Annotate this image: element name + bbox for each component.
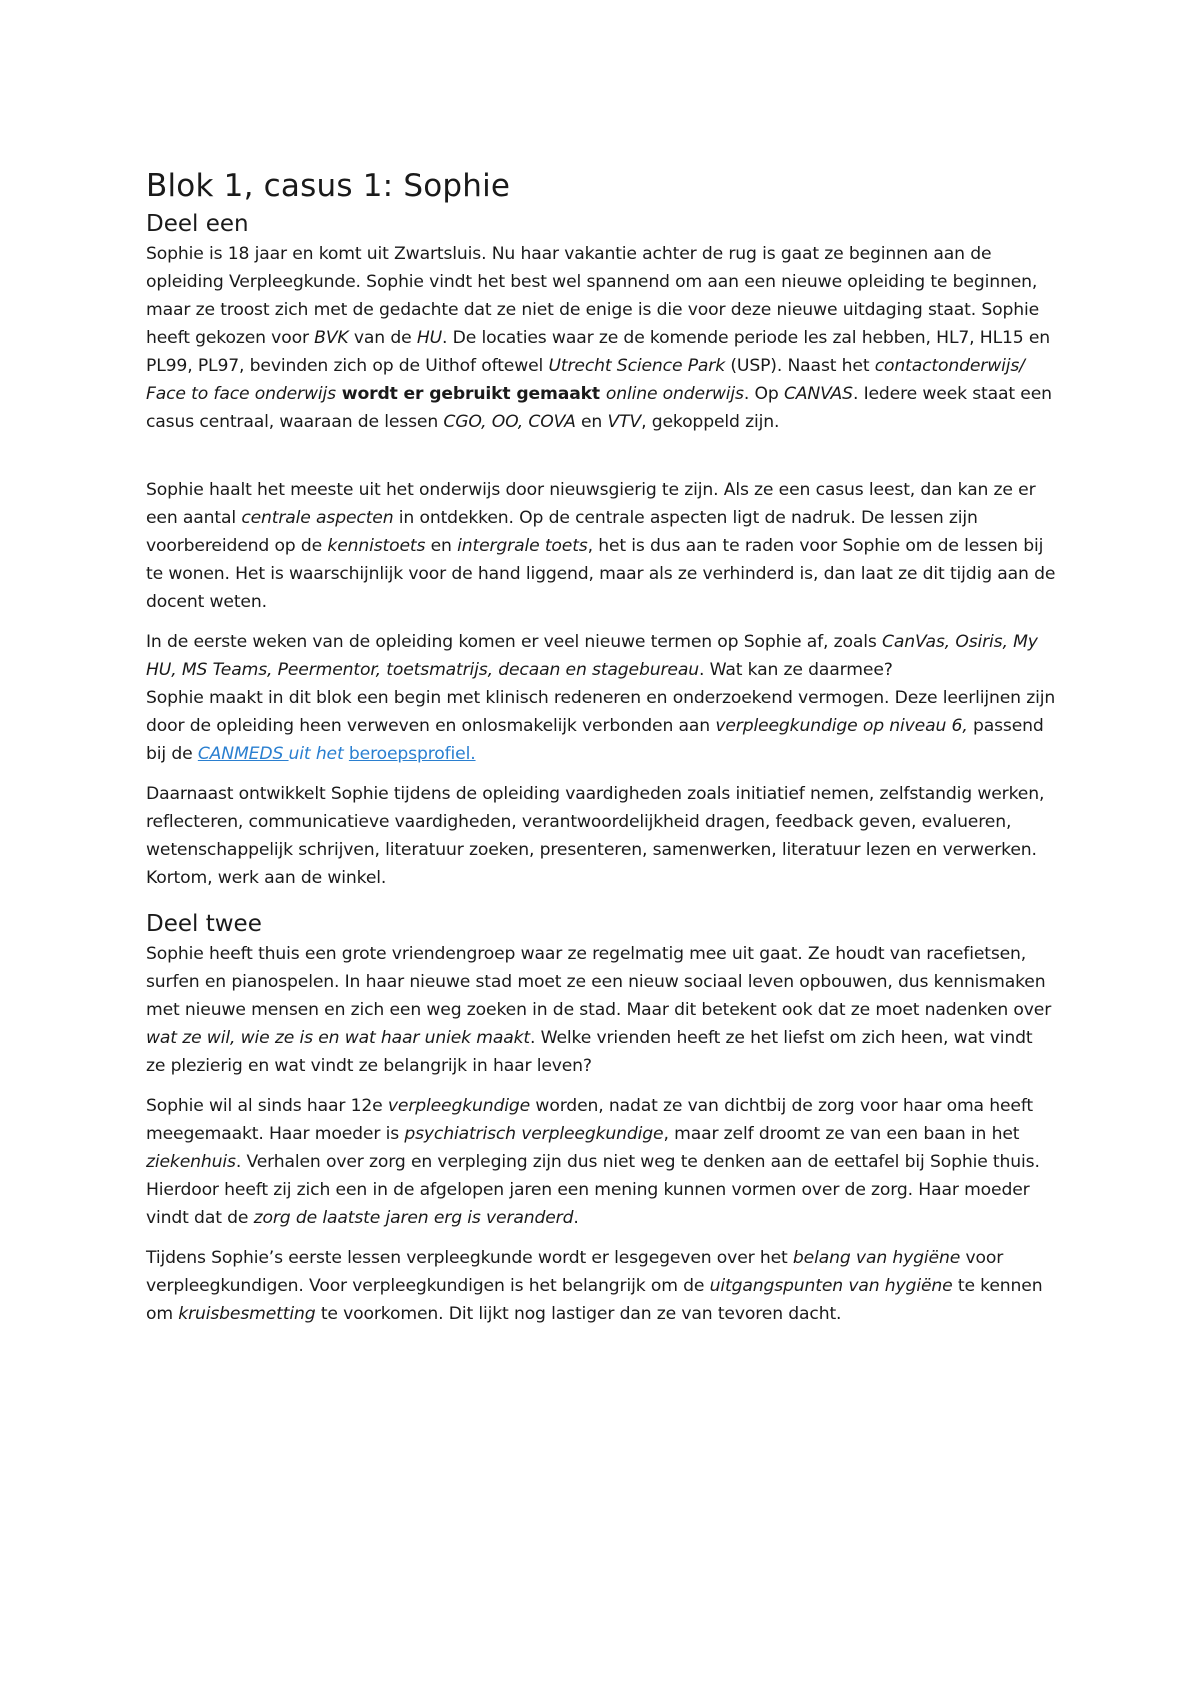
text-run: worden, nadat ze van dichtbij de zorg voor haar oma heeft meegemaakt. Haar moeder is [146,1096,1034,1144]
text-run: (USP). Naast het [725,356,875,376]
italic-text: contactonderwijs/ Face to face onderwijs [146,356,1025,404]
text-run: te voorkomen. Dit lijkt nog lastiger dan ze van tevoren dacht. [315,1304,842,1324]
text-run: in ontdekken. Op de centrale aspecten ligt de nadruk. De lessen zijn voorbereidend op de [146,508,978,556]
paragraph [146,1092,1056,1232]
text-run: Sophie wil al sinds haar 12e [146,1096,388,1116]
paragraph [146,1244,1056,1328]
text-run: , gekoppeld zijn. [641,412,780,432]
italic-text: belang van hygiëne [792,1248,961,1268]
italic-text: kennistoets [327,536,426,556]
text-run: en [575,412,608,432]
text-run: , het is dus aan te raden voor Sophie om de lessen bij te wonen. Het is waarschijnlijk voor de hand liggend, maar als ze verhinderd is, dan laat ze dit tijdig aan de docent weten. [146,536,1056,612]
text-run: . De locaties waar ze de komende periode les zal hebben, HL7, HL15 en PL99, PL97, bevinden zich op de Uithof oftewel [146,328,1051,376]
text-run: In de eerste weken van de opleiding komen er veel nieuwe termen op Sophie af, zoals [146,632,883,652]
italic-text: online onderwijs [605,384,744,404]
document-title: Blok 1, casus 1: Sophie [146,168,511,204]
italic-text: zorg de laatste jaren erg is veranderd [253,1208,574,1228]
italic-text: Utrecht Science Park [548,356,726,376]
paragraph [146,940,1056,1080]
text-run: voor verpleegkundigen. Voor verpleegkundigen is het belangrijk om de [146,1248,1004,1296]
italic-text: kruisbesmetting [178,1304,316,1324]
text-run: passend bij de [146,716,1044,764]
text-run: Sophie maakt in dit blok een begin met klinisch redeneren en onderzoekend vermogen. Deze leerlijnen zijn door de opleiding heen verweven en onlosmakelijk verbonden aan [146,688,1056,736]
bold-text: wordt er gebruikt gemaakt [335,384,606,404]
text-run: Sophie haalt het meeste uit het onderwijs door nieuwsgierig te zijn. Als ze een casus leest, dan kan ze er een aantal [146,480,1036,528]
document-page [146,168,1056,1340]
paragraph [146,780,1056,892]
italic-text: psychiatrisch verpleegkundige [404,1124,664,1144]
text-run: Sophie is 18 jaar en komt uit Zwartsluis. Nu haar vakantie achter de rug is gaat ze beginnen aan de opleiding Verpleegkunde. Sophie vindt het best wel spannend om aan een nieuwe opleiding te beginnen, maar ze troost zich met de gedachte dat ze niet de enige is die voor deze nieuwe uitdaging staat. Sophie heeft gekozen voor [146,244,1040,348]
italic-text: verpleegkundige [387,1096,531,1116]
text-run: . Op [743,384,784,404]
italic-text: CGO, OO, COVA [443,412,576,432]
paragraph [146,240,1056,436]
text-run: te kennen om [146,1276,1043,1324]
text-run: en [425,536,458,556]
text-run: . [573,1208,579,1228]
italic-text: CANVAS [783,384,853,404]
italic-text: intergrale toets [457,536,588,556]
text-run: Sophie heeft thuis een grote vriendengroep waar ze regelmatig mee uit gaat. Ze houdt van racefietsen, surfen en pianospelen. In haar nieuwe stad moet ze een nieuw sociaal leven opbouwen, dus kennismaken met nieuwe mensen en zich een weg zoeken in de stad. Maar dit betekent ook dat ze moet nadenken over [146,944,1052,1020]
italic-text: HU [416,328,443,348]
paragraph [146,476,1056,616]
text-run: van de [348,328,417,348]
italic-text: centrale aspecten [241,508,394,528]
text-run: . Iedere week staat een casus centraal, waaraan de lessen [146,384,1052,432]
text-run: Daarnaast ontwikkelt Sophie tijdens de opleiding vaardigheden zoals initiatief nemen, zelfstandig werken, reflecteren, communicatieve vaardigheden, verantwoordelijkheid dragen, feedback geven, evalueren, wetenschappelijk schrijven, literatuur zoeken, presenteren, samenwerken, literatuur lezen en verwerken. Kortom, werk aan de winkel. [146,784,1045,888]
canmeds-link[interactable]: CANMEDS [197,744,289,764]
text-run: , maar zelf droomt ze van een baan in het [663,1124,1020,1144]
italic-text: VTV [607,412,642,432]
text-run: Tijdens Sophie’s eerste lessen verpleegkunde wordt er lesgegeven over het [146,1248,793,1268]
section-heading-deel-een: Deel een [146,211,249,237]
italic-text: wat ze wil, wie ze is en wat haar uniek maakt [146,1028,531,1048]
beroepsprofiel-link[interactable]: beroepsprofiel. [348,744,476,764]
italic-text: uitgangspunten van hygiëne [709,1276,953,1296]
section-heading-deel-twee: Deel twee [146,911,262,937]
italic-text: CanVas, Osiris, My HU, MS Teams, Peermentor, toetsmatrijs, decaan en stagebureau [146,632,1038,680]
italic-text: BVK [314,328,349,348]
link-text: uit het [288,744,344,764]
paragraph [146,684,1056,768]
text-run: . Wat kan ze daarmee? [698,660,893,680]
paragraph [146,628,1056,684]
italic-text: ziekenhuis [146,1152,236,1172]
text-run: . Welke vrienden heeft ze het liefst om zich heen, wat vindt ze plezierig en wat vindt ze belangrijk in haar leven? [146,1028,1033,1076]
text-run: . Verhalen over zorg en verpleging zijn dus niet weg te denken aan de eettafel bij Sophie thuis. Hierdoor heeft zij zich een in de afgelopen jaren een mening kunnen vormen over de zorg. Haar moeder vindt dat de [146,1152,1040,1228]
italic-text: verpleegkundige op niveau 6, [715,716,968,736]
